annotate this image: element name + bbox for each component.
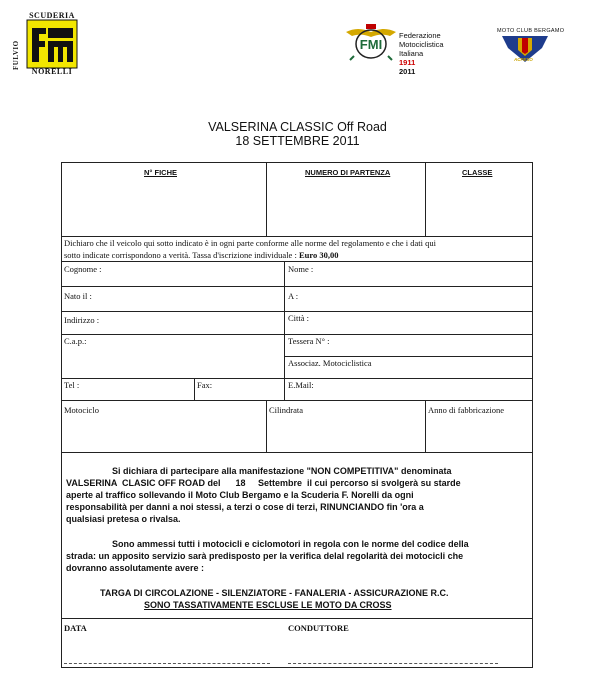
nato-label: Nato il : bbox=[64, 291, 92, 301]
data-input[interactable] bbox=[64, 636, 270, 662]
conduttore-signature-input[interactable] bbox=[288, 636, 498, 662]
associaz-input[interactable] bbox=[390, 357, 530, 377]
luogo-input[interactable] bbox=[304, 287, 530, 310]
motociclo-input[interactable] bbox=[63, 418, 265, 451]
requirements-line2: SONO TASSATIVAMENTE ESCLUSE LE MOTO DA CROSS bbox=[144, 600, 392, 610]
rules-line2: strada: un apposito servizio sarà predisposto per la verifica delal regolarità dei motocicli che bbox=[66, 551, 464, 561]
field-divider-middle bbox=[284, 261, 285, 400]
fax-input[interactable] bbox=[218, 379, 282, 399]
fmi-name bbox=[399, 31, 444, 76]
fee-amount: Euro 30,00 bbox=[298, 250, 339, 260]
email-label: E.Mail: bbox=[288, 380, 314, 390]
email-input[interactable] bbox=[322, 379, 530, 399]
classe-header: CLASSE bbox=[462, 168, 493, 177]
conduttore-label: CONDUTTORE bbox=[288, 623, 349, 633]
form-bottom-border bbox=[61, 667, 533, 668]
associaz-label: Associaz. Motociclistica bbox=[288, 358, 372, 368]
fmi-name-line3: Italiana bbox=[399, 49, 424, 58]
nome-label: Nome : bbox=[288, 264, 314, 274]
conduttore-signature-line bbox=[288, 663, 498, 664]
header-divider-1 bbox=[266, 162, 267, 236]
cap-input[interactable] bbox=[98, 335, 282, 377]
data-signature-line bbox=[64, 663, 270, 664]
event-date: 18 SETTEMBRE 2011 bbox=[235, 134, 360, 148]
disclaimer-line1: Si dichiara di partecipare alla manifestazione "NON COMPETITIVA" denominata bbox=[112, 466, 452, 476]
row-line-7 bbox=[61, 452, 533, 453]
citta-label: Città : bbox=[288, 313, 310, 323]
header-divider-2 bbox=[425, 162, 426, 236]
declaration-line1: Dichiaro che il veicolo qui sotto indicato è in ogni parte conforme alle norme del regolamento e che i dati qui bbox=[64, 238, 436, 248]
motociclo-divider-1 bbox=[266, 400, 267, 452]
fmi-emblem-icon bbox=[344, 20, 398, 62]
motociclo-divider-2 bbox=[425, 400, 426, 452]
luogo-label: A : bbox=[288, 291, 299, 301]
form-left-border bbox=[61, 162, 62, 668]
cilindrata-label: Cilindrata bbox=[269, 405, 303, 415]
declaration-text: sotto indicate corrispondono a verità. Tassa d'iscrizione individuale : bbox=[64, 250, 299, 260]
fiche-header: N° FICHE bbox=[144, 168, 177, 177]
tel-label: Tel : bbox=[64, 380, 80, 390]
partenza-header: NUMERO DI PARTENZA bbox=[305, 168, 391, 177]
disclaimer-line5: qualsiasi pretesa o rivalsa. bbox=[66, 514, 181, 524]
mcb-name: MOTO CLUB BERGAMO bbox=[497, 28, 565, 34]
row-line-6 bbox=[61, 400, 533, 401]
rules-line3: dovranno assolutamente avere : bbox=[66, 563, 205, 573]
cognome-label: Cognome : bbox=[64, 264, 102, 274]
svg-text:FMI: FMI bbox=[359, 37, 383, 52]
fmi-years bbox=[399, 58, 444, 67]
tessera-label: Tessera N° : bbox=[288, 336, 330, 346]
declaration-line2 bbox=[64, 249, 338, 261]
fmi-year-end: 2011 bbox=[399, 67, 416, 76]
mcb-sub: ACFESO bbox=[514, 57, 533, 62]
disclaimer-line2: VALSERINA CLASIC OFF ROAD del 18 Settembre il cui percorso si svolgerà su starde bbox=[66, 478, 461, 488]
tessera-input[interactable] bbox=[350, 335, 530, 355]
event-title: VALSERINA CLASSIC Off Road bbox=[208, 120, 387, 134]
fmi-logo bbox=[344, 20, 398, 62]
cilindrata-input[interactable] bbox=[268, 418, 424, 451]
anno-label: Anno di fabbricazione bbox=[428, 405, 504, 415]
partenza-input[interactable] bbox=[268, 180, 424, 234]
fax-label: Fax: bbox=[197, 380, 213, 390]
data-label: DATA bbox=[64, 623, 87, 633]
rules-line1: Sono ammessi tutti i motocicli e ciclomotori in regola con le norme del codice della bbox=[112, 539, 469, 549]
fmi-year-start: 1911 bbox=[399, 58, 416, 67]
form-top-border bbox=[61, 162, 533, 163]
nome-input[interactable] bbox=[320, 262, 530, 285]
cognome-input[interactable] bbox=[110, 262, 282, 285]
nato-input[interactable] bbox=[104, 287, 282, 310]
scuderia-logo-bottom-text: NORELLI bbox=[31, 67, 73, 76]
row-line-8 bbox=[61, 618, 533, 619]
citta-input[interactable] bbox=[320, 312, 530, 333]
scuderia-logo-side-text: FULVIO bbox=[12, 40, 20, 70]
classe-input[interactable] bbox=[427, 180, 531, 234]
fmi-name-line2: Motociclistica bbox=[399, 40, 444, 49]
requirements-line1: TARGA DI CIRCOLAZIONE - SILENZIATORE - FANALERIA - ASSICURAZIONE R.C. bbox=[100, 588, 449, 598]
form-right-border bbox=[532, 162, 533, 668]
disclaimer-line4: responsabilità per danni a noi stessi, a terzi o cose di terzi, RINUNCIANDO fin 'ora a bbox=[66, 502, 424, 512]
indirizzo-input[interactable] bbox=[112, 312, 282, 333]
anno-input[interactable] bbox=[427, 418, 531, 451]
motociclo-label: Motociclo bbox=[64, 405, 99, 415]
indirizzo-label: Indirizzo : bbox=[64, 315, 100, 325]
cap-label: C.a.p.: bbox=[64, 336, 87, 346]
field-divider-tel-fax bbox=[194, 378, 195, 400]
scuderia-logo-top-text: SCUDERIA bbox=[29, 11, 75, 20]
fiche-input[interactable] bbox=[63, 180, 265, 234]
tel-input[interactable] bbox=[86, 379, 192, 399]
fmi-name-line1: Federazione bbox=[399, 31, 441, 40]
disclaimer-line3: aperte al traffico sollevando il Moto Club Bergamo e la Scuderia F. Norelli da ogni bbox=[66, 490, 414, 500]
